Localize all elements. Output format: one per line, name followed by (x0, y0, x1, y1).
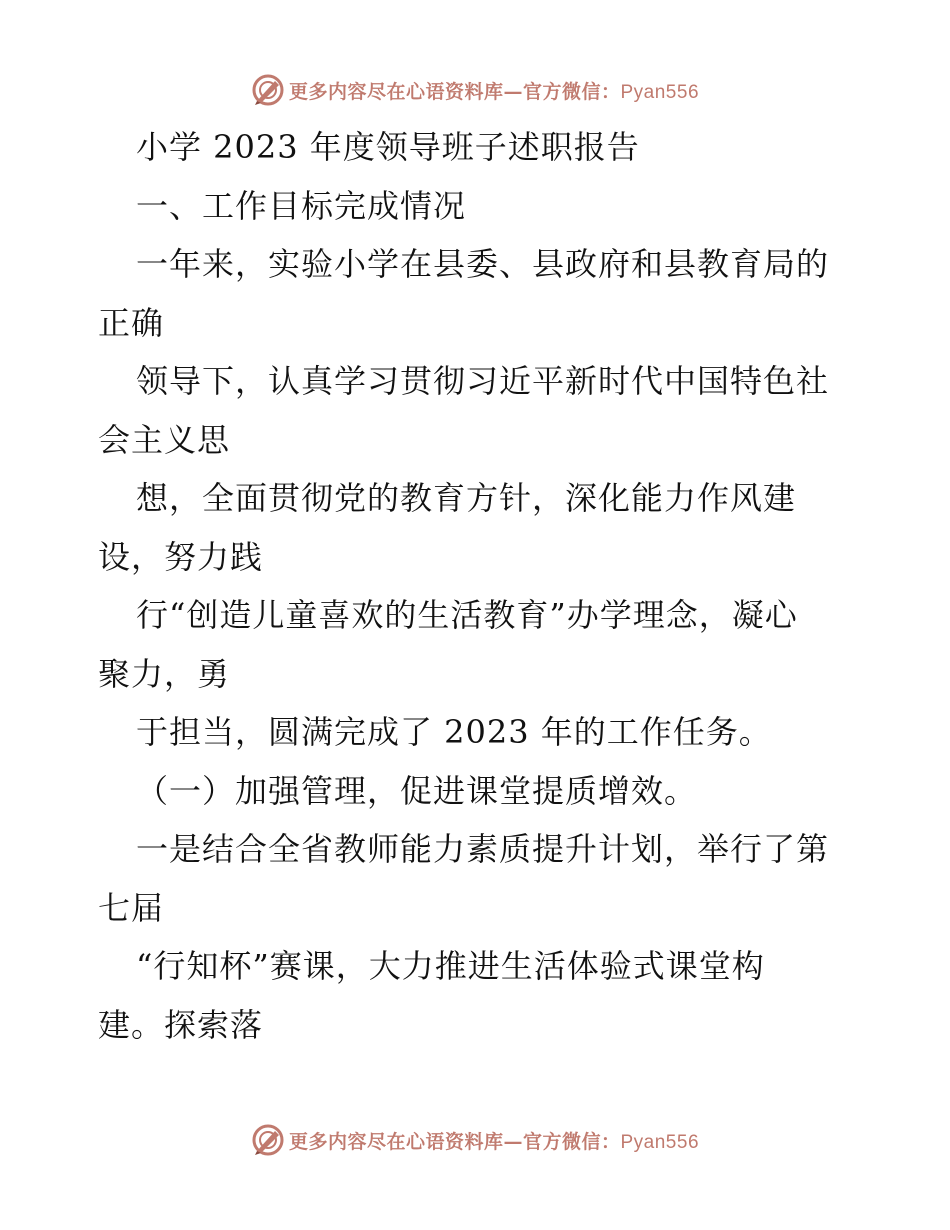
paragraph-line: 聚力，勇 (98, 654, 231, 693)
footer-watermark (0, 1120, 950, 1160)
pen-circle-logo-icon (251, 1123, 285, 1157)
wechat-id: Pyan556 (620, 1131, 700, 1153)
pen-circle-logo-icon (251, 73, 285, 107)
header-watermark (0, 70, 950, 110)
document-title: 小学 2023 年度领导班子述职报告 (136, 128, 640, 166)
watermark-text: 更多内容尽在心语资料库—官方微信：Pyan556 (288, 1130, 700, 1153)
wechat-id: Pyan556 (620, 81, 700, 103)
paragraph-line: 一是结合全省教师能力素质提升计划，举行了第 (136, 830, 830, 868)
paragraph-line: 正确 (98, 303, 165, 342)
subsection-heading: （一）加强管理，促进课堂提质增效。 (136, 771, 698, 810)
paragraph-line: 七届 (98, 888, 165, 927)
paragraph-line: “行知杯”赛课，大力推进生活体验式课堂构 (136, 947, 765, 985)
paragraph-line: 领导下，认真学习贯彻习近平新时代中国特色社 (136, 362, 830, 400)
paragraph-line: 行“创造儿童喜欢的生活教育”办学理念，凝心 (136, 596, 798, 634)
paragraph-line: 想，全面贯彻党的教育方针，深化能力作风建 (136, 479, 797, 517)
section-heading: 一、工作目标完成情况 (136, 186, 467, 225)
paragraph-line: 设，努力践 (98, 537, 264, 576)
document-body (98, 118, 858, 1054)
paragraph-line: 于担当，圆满完成了 2023 年的工作任务。 (136, 713, 772, 751)
watermark-text: 更多内容尽在心语资料库—官方微信：Pyan556 (288, 80, 700, 103)
paragraph-line: 会主义思 (98, 420, 231, 459)
paragraph-line: 一年来，实验小学在县委、县政府和县教育局的 (136, 245, 830, 283)
paragraph-line: 建。探索落 (98, 1005, 264, 1044)
